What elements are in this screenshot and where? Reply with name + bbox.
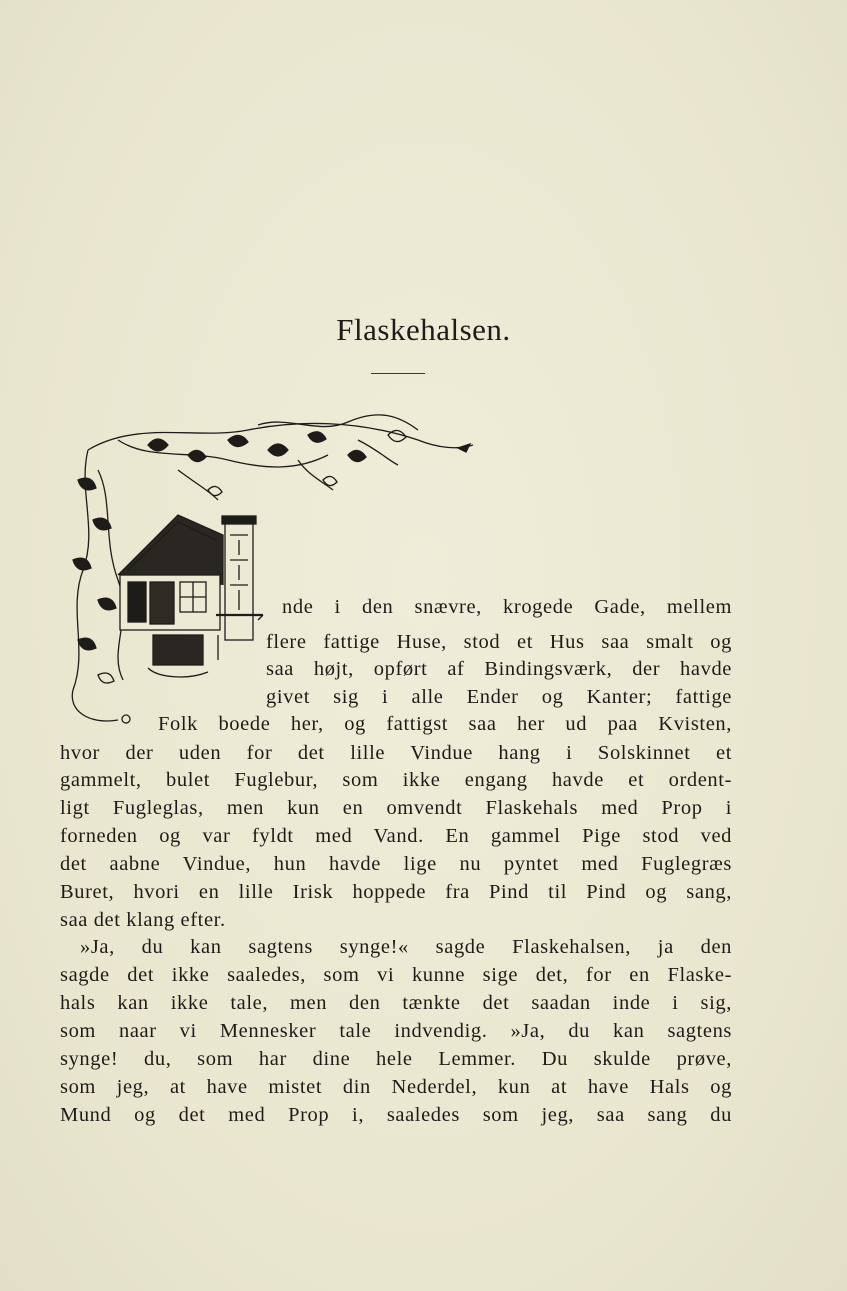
text-line: sagde det ikke saaledes, som vi kunne sige det, for en Flaske- [60, 964, 732, 986]
text-line: som jeg, at have mistet din Nederdel, kun at have Hals og [60, 1076, 732, 1098]
text-line: synge! du, som har dine hele Lemmer. Du skulde prøve, [60, 1048, 732, 1070]
text-line: saa højt, opført af Bindingsværk, der havde [266, 658, 732, 680]
text-line: Mund og det med Prop i, saaledes som jeg, saa sang du [60, 1104, 732, 1126]
text-line: saa det klang efter. [60, 909, 226, 931]
text-line: gammelt, bulet Fuglebur, som ikke engang havde et ordent- [60, 769, 732, 791]
text-line: hals kan ikke tale, men den tænkte det saadan inde i sig, [60, 992, 732, 1014]
page-title: Flaskehalsen. [336, 312, 511, 347]
text-line: hvor der uden for det lille Vindue hang i Solskinnet et [60, 742, 732, 764]
text-line: forneden og var fyldt med Vand. En gammel Pige stod ved [60, 825, 732, 847]
text-line: givet sig i alle Ender og Kanter; fattige [266, 686, 732, 708]
text-line: nde i den snævre, krogede Gade, mellem [282, 596, 732, 618]
text-line: flere fattige Huse, stod et Hus saa smalt og [266, 631, 732, 653]
text-line: som naar vi Mennesker tale indvendig. »Ja, du kan sagtens [60, 1020, 732, 1042]
text-line: Buret, hvori en lille Irisk hoppede fra Pind til Pind og sang, [60, 881, 732, 903]
text-line: »Ja, du kan sagtens synge!« sagde Flaskehalsen, ja den [80, 936, 732, 958]
text-line: ligt Fugleglas, men kun en omvendt Flaskehals med Prop i [60, 797, 732, 819]
text-line: det aabne Vindue, hun havde lige nu pyntet med Fuglegræs [60, 853, 732, 875]
text-line: Folk boede her, og fattigst saa her ud paa Kvisten, [158, 713, 732, 735]
title-divider [371, 373, 425, 374]
